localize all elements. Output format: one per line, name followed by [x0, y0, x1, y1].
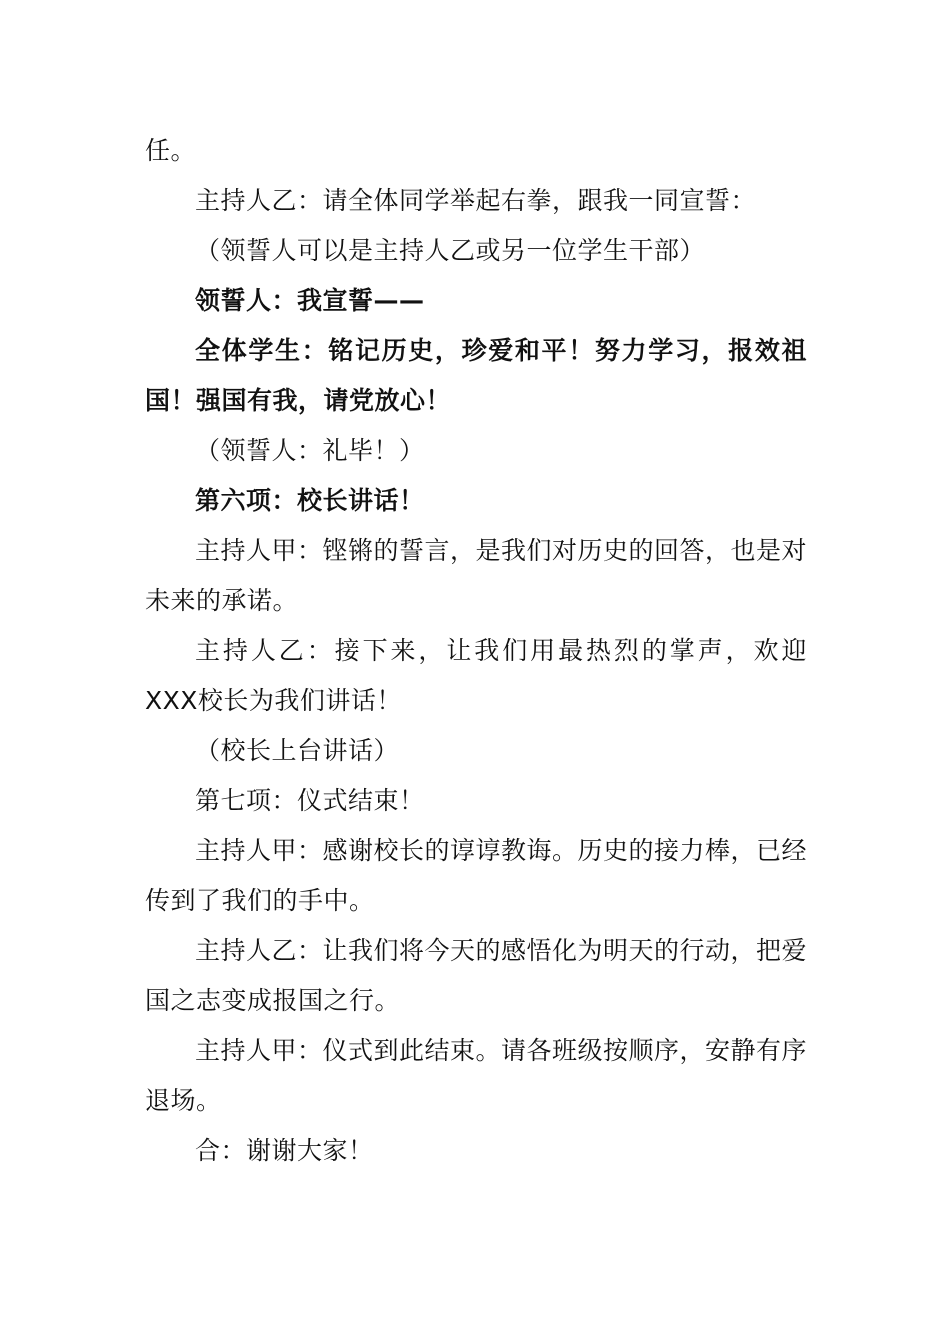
- paragraph-host-a-response: 主持人甲：铿锵的誓言，是我们对历史的回答，也是对未来的承诺。: [145, 536, 808, 615]
- paragraph-host-b-action: 主持人乙：让我们将今天的感悟化为明天的行动，把爱国之志变成报国之行。: [145, 936, 808, 1015]
- paragraph-host-a-thanks: 主持人甲：感谢校长的谆谆教诲。历史的接力棒，已经传到了我们的手中。: [145, 836, 808, 915]
- paragraph-oath-end: （领誓人：礼毕！）: [195, 436, 425, 465]
- paragraph-continuation: 任。: [145, 136, 197, 165]
- paragraph-item-six: 第六项：校长讲话！: [195, 486, 425, 515]
- paragraph-principal-speech-note: （校长上台讲话）: [195, 736, 400, 765]
- paragraph-host-a-closing: 主持人甲：仪式到此结束。请各班级按顺序，安静有序退场。: [145, 1036, 808, 1115]
- paragraph-together-thanks: 合：谢谢大家！: [195, 1136, 374, 1165]
- paragraph-oath-leader-note: （领誓人可以是主持人乙或另一位学生干部）: [195, 236, 706, 265]
- paragraph-students-oath: 全体学生：铭记历史，珍爱和平！努力学习，报效祖国！强国有我，请党放心！: [145, 336, 807, 415]
- paragraph-host-b-welcome: 主持人乙：接下来，让我们用最热烈的掌声，欢迎XXX校长为我们讲话！: [145, 636, 807, 715]
- document-body: [145, 126, 807, 1176]
- paragraph-oath-leader: 领誓人：我宣誓——: [195, 286, 425, 315]
- paragraph-item-seven: 第七项：仪式结束！: [195, 786, 425, 815]
- paragraph-host-b-oath-call: 主持人乙：请全体同学举起右拳，跟我一同宣誓：: [195, 186, 757, 215]
